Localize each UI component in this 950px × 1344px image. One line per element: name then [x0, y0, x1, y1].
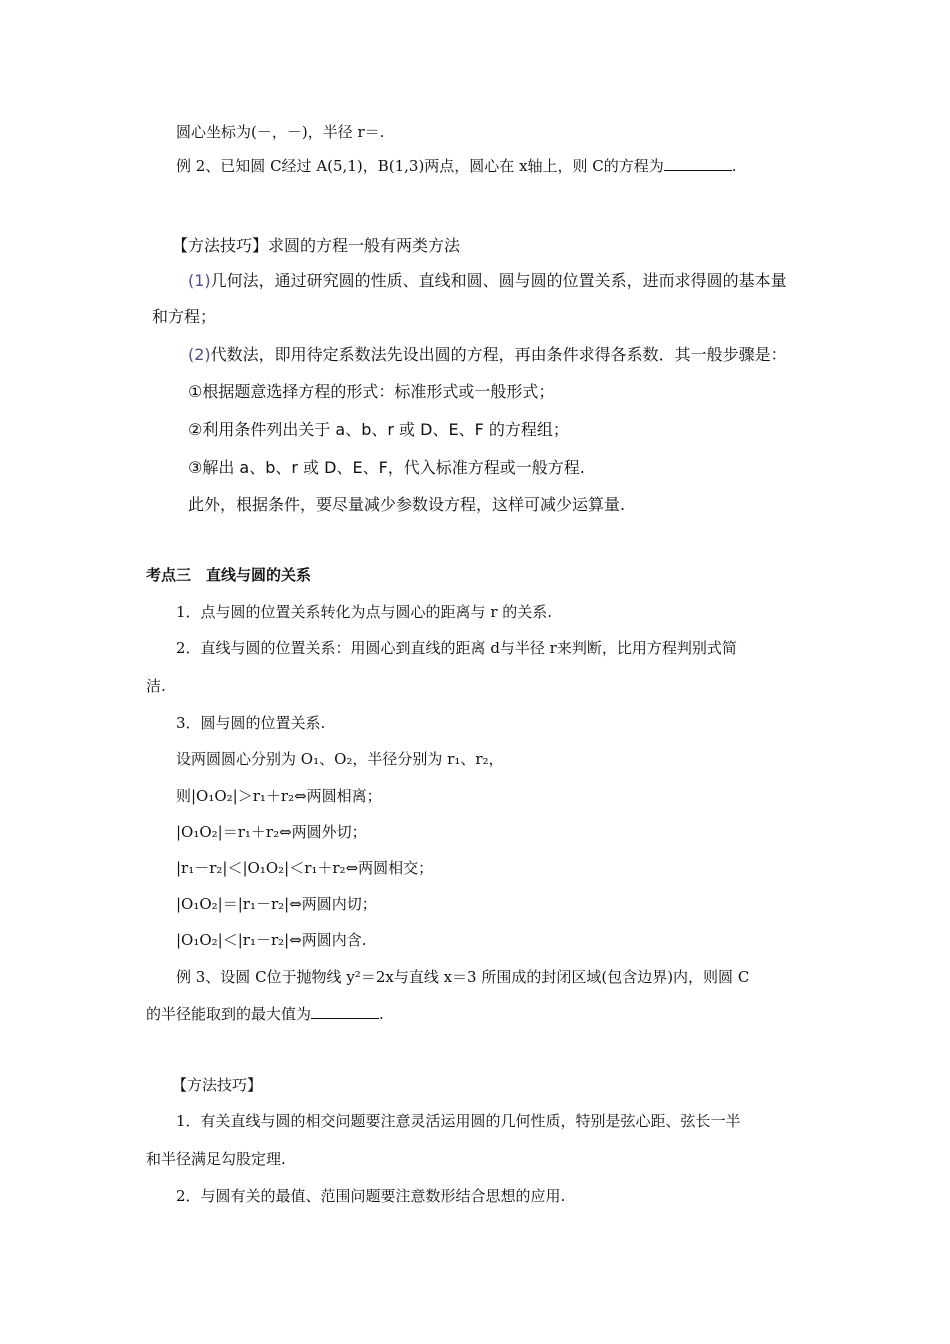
example-3-cont: [146, 1004, 384, 1024]
relation-intersect: |r₁－r₂|＜|O₁O₂|＜r₁＋r₂⇔两圆相交；: [176, 859, 434, 877]
circle-setup: 设两圆圆心分别为 O₁、O₂，半径分别为 r₁、r₂，: [176, 750, 504, 768]
example-2-text: 例 2、已知圆 C经过 A(5,1)，B(1,3)两点，圆心在 x轴上，则 C的方程为: [176, 157, 664, 175]
method-item-2: [188, 345, 787, 365]
line-circle-relation-cont: 洁.: [146, 677, 166, 695]
relation-external-tangent: |O₁O₂|＝r₁＋r₂⇔两圆外切；: [176, 823, 367, 841]
relation-contained: |O₁O₂|＜|r₁－r₂|⇔两圆内含.: [176, 931, 367, 949]
item-2-number: (2): [188, 345, 211, 364]
method-note: 此外，根据条件，要尽量减少参数设方程，这样可减少运算量.: [188, 495, 626, 514]
step-2: ②利用条件列出关于 a、b、r 或 D、E、F 的方程组；: [188, 420, 569, 439]
item-2-text: 代数法，即用待定系数法先设出圆的方程，再由条件求得各系数．其一般步骤是：: [210, 345, 787, 364]
line-circle-relation: 2．直线与圆的位置关系：用圆心到直线的距离 d与半径 r来判断，比用方程判别式简: [176, 639, 737, 657]
example-3: 例 3、设圆 C位于抛物线 y²＝2x与直线 x＝3 所围成的封闭区域(包含边界)内，则圆 C: [176, 968, 750, 986]
tip-1-cont: 和半径满足勾股定理.: [146, 1150, 286, 1168]
relation-internal-tangent: |O₁O₂|＝|r₁－r₂|⇔两圆内切；: [176, 895, 377, 913]
example-2-end: .: [731, 157, 737, 175]
center-radius-line: 圆心坐标为(－，－)，半径 r＝.: [176, 123, 385, 141]
answer-blank: [664, 156, 732, 171]
method-tips-2-title: 【方法技巧】: [172, 1076, 263, 1094]
item-1-number: (1): [188, 271, 211, 290]
example-2: [176, 156, 737, 176]
section-3-title: 考点三 直线与圆的关系: [146, 566, 312, 584]
item-1-text: 几何法，通过研究圆的性质、直线和圆、圆与圆的位置关系，进而求得圆的基本量: [210, 271, 787, 290]
tip-1: 1．有关直线与圆的相交问题要注意灵活运用圆的几何性质，特别是弦心距、弦长一半: [176, 1112, 741, 1130]
circle-circle-relation: 3．圆与圆的位置关系.: [176, 714, 326, 732]
step-3: ③解出 a、b、r 或 D、E、F，代入标准方程或一般方程.: [188, 458, 585, 477]
point-circle-relation: 1．点与圆的位置关系转化为点与圆心的距离与 r 的关系.: [176, 603, 553, 621]
example-3-text: 的半径能取到的最大值为: [146, 1005, 312, 1023]
method-item-1: [188, 271, 787, 291]
relation-separate: 则|O₁O₂|＞r₁＋r₂⇔两圆相离；: [176, 787, 382, 805]
method-tips-1-title: 【方法技巧】求圆的方程一般有两类方法: [172, 236, 461, 255]
method-item-1-cont: 和方程；: [152, 307, 217, 326]
answer-blank-2: [311, 1004, 379, 1019]
example-3-end: .: [379, 1005, 384, 1023]
step-1: ①根据题意选择方程的形式：标准形式或一般形式；: [188, 382, 555, 401]
tip-2: 2．与圆有关的最值、范围问题要注意数形结合思想的应用.: [176, 1187, 566, 1205]
